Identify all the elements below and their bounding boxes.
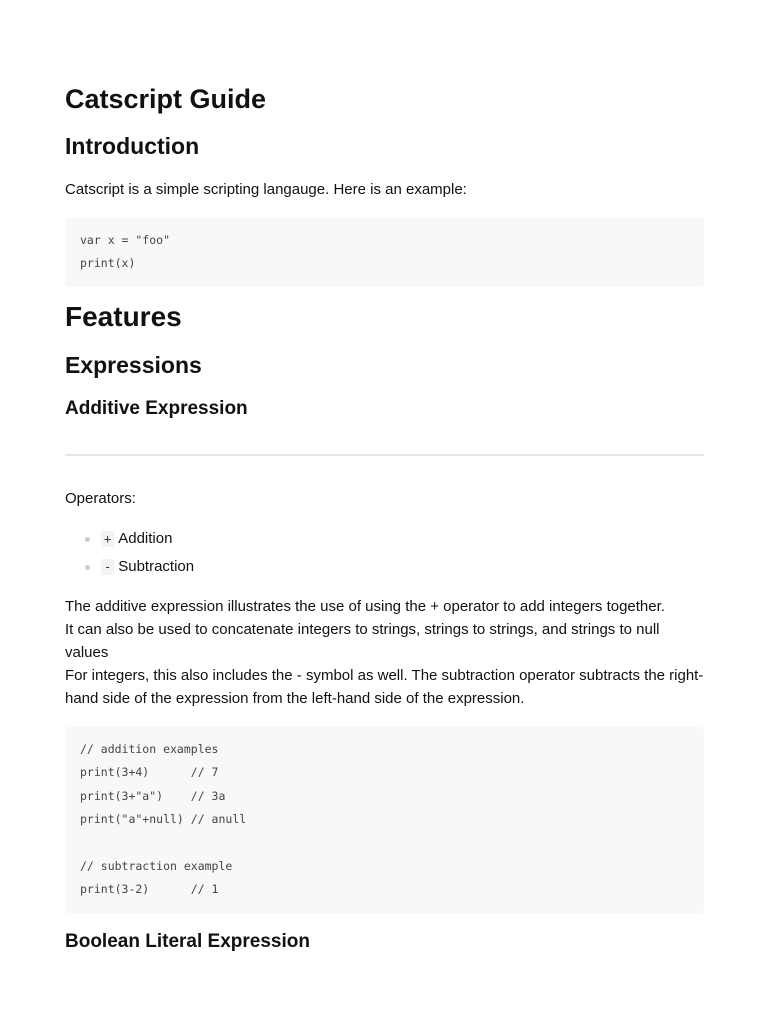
code-line: // addition examples	[80, 741, 219, 756]
bullet-icon	[85, 537, 90, 542]
features-heading: Features	[65, 300, 182, 332]
introduction-heading: Introduction	[65, 133, 200, 159]
code-line: // subtraction example	[80, 858, 233, 873]
list-item	[65, 525, 704, 553]
operator-label: Subtraction	[118, 557, 195, 575]
operators-label: Operators:	[65, 489, 136, 507]
bullet-icon	[85, 565, 90, 570]
boolean-literal-heading: Boolean Literal Expression	[65, 930, 310, 952]
list-item	[65, 553, 704, 581]
code-line: print(3-2) // 1	[80, 882, 219, 897]
operators-list	[65, 525, 704, 581]
operator-label: Addition	[118, 529, 173, 547]
code-line: print(x)	[80, 256, 136, 271]
intro-text: Catscript is a simple scripting langauge. Here is an example:	[65, 181, 467, 198]
description-line: For integers, this also includes the - symbol as well. The subtraction operator subtracts the right-hand side of the expression from the left-hand side of the expression.	[65, 666, 704, 707]
operator-symbol: -	[101, 559, 114, 575]
additive-code-block	[65, 727, 704, 913]
page-title: Catscript Guide	[65, 84, 267, 114]
code-line: print("a"+null) // anull	[80, 812, 247, 827]
description-line: It can also be used to concatenate integers to strings, strings to strings, and strings to null values	[65, 620, 660, 661]
code-line: print(3+4) // 7	[80, 765, 219, 780]
description-line: The additive expression illustrates the use of using the + operator to add integers together.	[65, 597, 665, 615]
expressions-heading: Expressions	[65, 351, 202, 378]
code-line	[80, 831, 689, 854]
intro-code-block	[65, 218, 704, 287]
section-divider	[65, 454, 704, 456]
additive-expression-heading: Additive Expression	[65, 397, 248, 419]
code-line: var x = "foo"	[80, 233, 171, 247]
additive-description	[65, 595, 704, 710]
document-body	[65, 0, 704, 954]
code-line: print(3+"a") // 3a	[80, 788, 226, 803]
operator-symbol: +	[101, 531, 114, 547]
